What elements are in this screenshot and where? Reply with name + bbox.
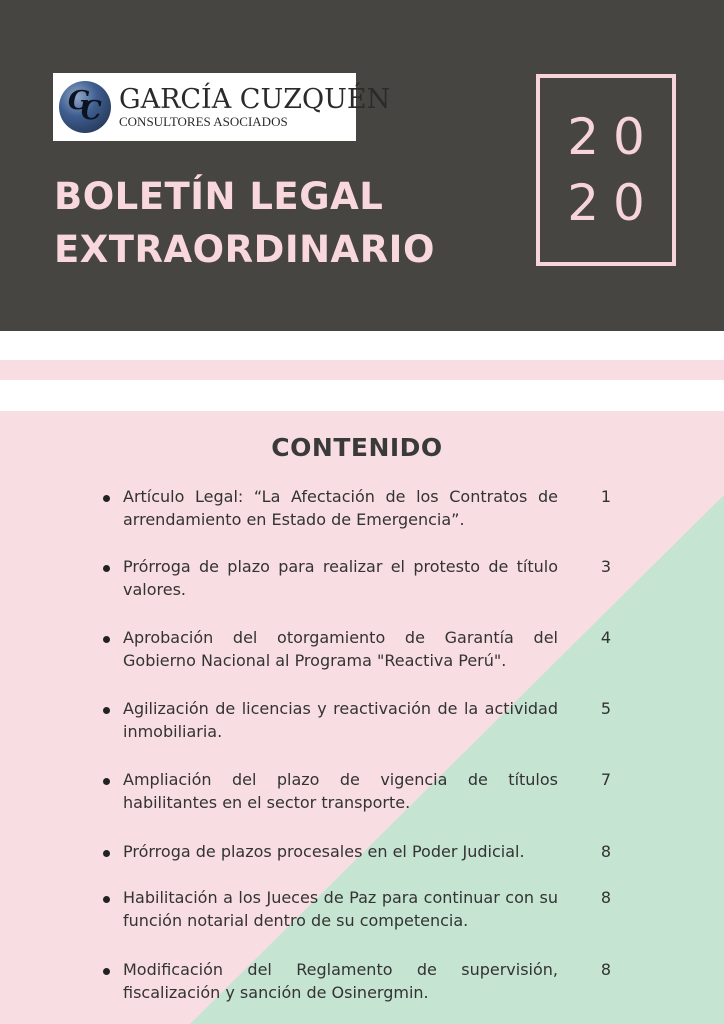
bullet-icon (103, 896, 110, 903)
toc-item-text: Ampliación del plazo de vigencia de títulos habilitantes en el sector transporte. (123, 770, 558, 812)
bullet-icon (103, 495, 110, 502)
toc-item-text: Modificación del Reglamento de supervisión, fiscalización y sanción de Osinergmin. (123, 960, 558, 1002)
bullet-icon (103, 968, 110, 975)
toc-item-page: 7 (600, 770, 612, 789)
decorative-pink-band (0, 360, 724, 380)
contents-section (0, 411, 724, 1024)
year-bottom: 20 (567, 174, 659, 232)
bullet-icon (103, 778, 110, 785)
title-line-1: BOLETÍN LEGAL (54, 175, 384, 218)
toc-item-page: 8 (600, 842, 612, 861)
toc-item-page: 8 (600, 888, 612, 907)
toc-item-page: 8 (600, 960, 612, 979)
logo-monogram-icon: G C (59, 81, 111, 133)
toc-item-text: Prórroga de plazos procesales en el Poder Judicial. (123, 842, 525, 861)
logo-subtitle: CONSULTORES ASOCIADOS (119, 114, 288, 129)
page-title (54, 170, 435, 276)
bullet-icon (103, 850, 110, 857)
toc-item-page: 5 (600, 699, 612, 718)
toc-item-page: 4 (600, 628, 612, 647)
toc-item-text: Prórroga de plazo para realizar el protesto de título valores. (123, 557, 558, 599)
company-logo (53, 73, 391, 141)
title-line-2: EXTRAORDINARIO (54, 228, 435, 271)
toc-item-page: 1 (600, 487, 612, 506)
header (0, 0, 724, 331)
year-top: 20 (567, 108, 659, 166)
contents-title: CONTENIDO (271, 433, 443, 462)
toc-item-text: Aprobación del otorgamiento de Garantía del Gobierno Nacional al Programa "Reactiva Perú". (123, 628, 558, 670)
logo-text (119, 85, 390, 129)
toc-item-text: Habilitación a los Jueces de Paz para continuar con su función notarial dentro de su competencia. (123, 888, 558, 930)
bullet-icon (103, 636, 110, 643)
bullet-icon (103, 707, 110, 714)
toc-item-page: 3 (600, 557, 612, 576)
year-box (536, 74, 676, 266)
toc-item-text: Artículo Legal: “La Afectación de los Contratos de arrendamiento en Estado de Emergencia”. (123, 487, 558, 529)
toc-item-text: Agilización de licencias y reactivación de la actividad inmobiliaria. (123, 699, 558, 741)
logo-name: GARCÍA CUZQUÉN (119, 84, 391, 115)
bullet-icon (103, 565, 110, 572)
